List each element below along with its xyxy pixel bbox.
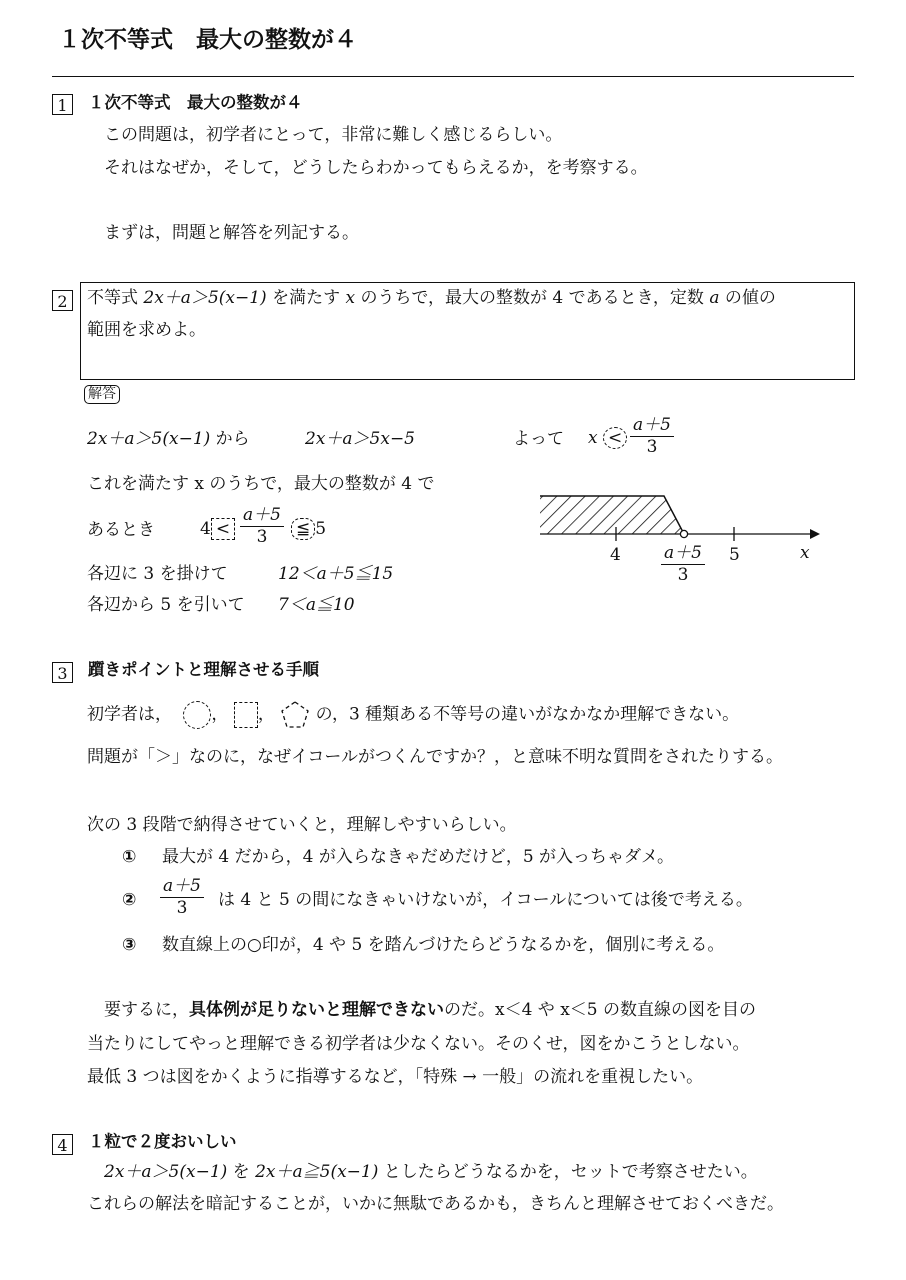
answer-line-5-label: 各辺から 5 を引いて [87,595,245,615]
step-2-text: は 4 と 5 の間になきゃいけないが，イコールについては後で考える。 [218,890,753,910]
dashed-pentagon-shape [280,700,310,730]
section-3-line-1: 初学者は， ， ， の，3 種類ある不等号の違いがなかなか理解できない。 [87,700,739,730]
number-line-label-x: x [800,543,810,563]
step-2-fraction: $\frac{a+5}{3}$ [160,878,204,918]
summary-line-1: 要するに，具体例が足りないと理解できないのだ。x＜4 や x＜5 の数直線の図を目の [104,1000,757,1020]
answer-line-1-ineq: x < [588,427,627,449]
section-1-heading: １次不等式 最大の整数が４ [88,93,303,112]
section-1-line-2: それはなぜか，そして，どうしたらわかってもらえるか，を考察する。 [104,158,648,178]
answer-line-5-ineq: 7＜a≦10 [278,595,355,615]
answer-line-4-ineq: 12＜a＋5≦15 [278,564,394,584]
section-3-line-3: 次の 3 段階で納得させていくと，理解しやすいらしい。 [87,815,517,835]
fraction-a-plus-5-over-3-line3: $\frac{a+5}{3}$ [240,507,284,547]
section-1-line-1: この問題は，初学者にとって，非常に難しく感じるらしい。 [104,125,563,145]
section-number-1: 1 [52,94,73,115]
answer-line-3-le: ≦ 5 [291,518,326,540]
answer-line-4-label: 各辺に 3 を掛けて [87,564,228,584]
dashed-pentagon-mark: ≦ [291,518,315,540]
dashed-square-mark: < [211,518,235,540]
problem-inequality: 2x＋a＞5(x−1) [143,288,267,308]
section-4-line-1: 2x＋a＞5(x−1) を 2x＋a≧5(x−1) としたらどうなるかを，セットで考察させたい。 [104,1162,758,1182]
fraction-a-plus-5-over-3: $\frac{a+5}{3}$ [630,417,674,457]
answer-line-3-label: あるとき [87,520,155,540]
problem-line-1: 不等式 2x＋a＞5(x−1) を満たす x のうちで，最大の整数が 4 であるとき，定数 a の値の [87,288,776,308]
answer-line-1-result: 2x＋a＞5x−5 [305,429,416,449]
step-1-mark: ① [122,847,137,867]
open-circle-marker [680,530,687,537]
step-1-text: 最大が 4 だから，4 が入らなきゃだめだけど，5 が入っちゃダメ。 [162,847,675,867]
answer-line-2: これを満たす x のうちで，最大の整数が 4 で [87,474,435,494]
dashed-square-shape [234,702,258,728]
number-line-label-4: 4 [610,545,621,565]
answer-line-1: 2x＋a＞5(x−1) から [87,429,250,449]
number-line-fraction: $\frac{a+5}{3}$ [661,545,705,585]
axis-arrow [810,529,820,539]
dashed-circle-shape [183,701,211,729]
summary-emphasis: 具体例が足りないと理解できない [189,1000,444,1020]
answer-line-1-yotte: よって [513,429,564,449]
section-4-heading: １粒で２度おいしい [88,1132,237,1151]
number-line-label-5: 5 [729,545,740,565]
step-3-text: 数直線上の○印が，4 や 5 を踏んづけたらどうなるかを，個別に考える。 [162,935,725,955]
hatched-region [540,496,684,534]
page-title: １次不等式 最大の整数が４ [58,27,357,53]
summary-line-2: 当たりにしてやっと理解できる初学者は少なくない。そのくせ，図をかこうとしない。 [87,1034,750,1054]
section-number-4: 4 [52,1134,73,1155]
step-3-mark: ③ [122,935,137,955]
answer-line-3-ineq: 4 < [200,518,235,540]
section-3-heading: 躓きポイントと理解させる手順 [88,660,319,679]
problem-line-2: 範囲を求めよ。 [87,320,206,340]
step-2-mark: ② [122,890,137,910]
section-3-line-2: 問題が「＞」なのに，なぜイコールがつくんですか？，と意味不明な質問をされたりする。 [87,747,783,767]
section-number-3: 3 [52,662,73,683]
title-divider [52,76,854,77]
section-4-line-2: これらの解法を暗記することが，いかに無駄であるかも，きちんと理解させておくべきだ。 [87,1194,784,1214]
answer-label: 解答 [84,385,120,404]
section-number-2: 2 [52,290,73,311]
section-1-line-3: まずは，問題と解答を列記する。 [104,223,359,243]
summary-line-3: 最低 3 つは図をかくように指導するなど，「特殊 → 一般」の流れを重視したい。 [87,1067,704,1087]
dashed-circle-mark: < [603,427,627,449]
